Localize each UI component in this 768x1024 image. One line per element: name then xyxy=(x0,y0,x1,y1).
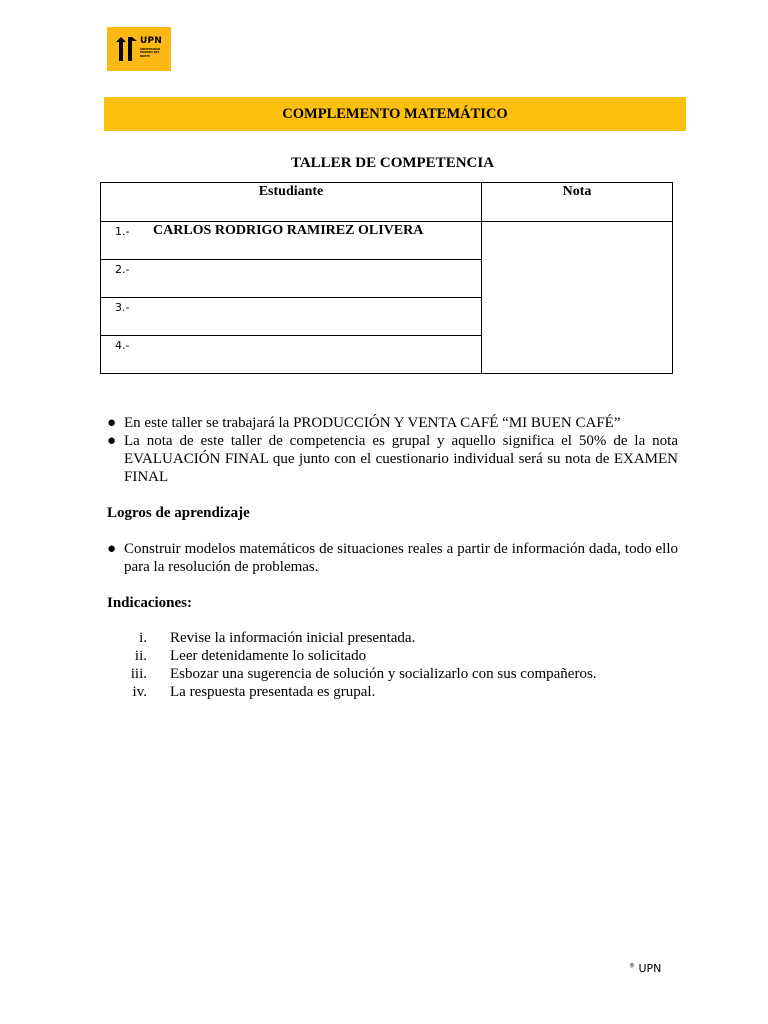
intro-bullet-text: En este taller se trabajará la PRODUCCIÓN Y VENTA CAFÉ “MI BUEN CAFÉ” xyxy=(124,415,621,431)
list-item xyxy=(107,665,678,683)
learning-outcome-text: Construir modelos matemáticos de situaciones reales a partir de información dada, todo ello para la resolución de problemas. xyxy=(124,541,678,575)
instructions-list xyxy=(107,629,678,701)
instructions-heading: Indicaciones: xyxy=(107,595,193,611)
table-row xyxy=(101,222,673,260)
list-item xyxy=(107,629,678,647)
instruction-text: Leer detenidamente lo solicitado xyxy=(170,648,367,664)
roman-numeral: i. xyxy=(139,630,147,646)
students-table xyxy=(100,182,673,374)
logo-brand-text: UPN xyxy=(140,36,163,46)
upn-logo xyxy=(107,27,171,71)
row-number: 1.- xyxy=(115,225,130,238)
instruction-text: Revise la información inicial presentada. xyxy=(170,630,416,646)
footer-copyright xyxy=(629,962,661,975)
student-cell xyxy=(101,260,482,298)
learning-outcomes-list xyxy=(107,540,678,576)
document-body xyxy=(107,414,678,701)
student-cell xyxy=(101,222,482,260)
list-item xyxy=(107,647,678,665)
bullet-icon: ● xyxy=(107,415,117,431)
row-number: 2.- xyxy=(115,263,130,276)
list-item xyxy=(107,683,678,701)
instruction-text: La respuesta presentada es grupal. xyxy=(170,684,376,700)
list-item xyxy=(107,432,678,486)
roman-numeral: iv. xyxy=(132,684,147,700)
instruction-text: Esbozar una sugerencia de solución y socializarlo con sus compañeros. xyxy=(170,666,597,682)
header-grade: Nota xyxy=(482,183,673,222)
registered-icon: ® xyxy=(629,962,635,970)
student-name: CARLOS RODRIGO RAMIREZ OLIVERA xyxy=(153,223,424,238)
table-header-row xyxy=(101,183,673,222)
roman-numeral: iii. xyxy=(130,666,147,682)
workshop-title: TALLER DE COMPETENCIA xyxy=(290,155,495,171)
bullet-icon: ● xyxy=(107,541,117,557)
learning-outcomes-heading: Logros de aprendizaje xyxy=(107,505,250,521)
roman-numeral: ii. xyxy=(134,648,147,664)
footer-text: UPN xyxy=(638,962,662,975)
list-item xyxy=(107,540,678,576)
grade-cell xyxy=(482,222,673,374)
course-title-banner xyxy=(104,97,686,131)
list-item xyxy=(107,414,678,432)
row-number: 4.- xyxy=(115,339,130,352)
logo-subtitle-text: UNIVERSIDAD PRIVADA DEL NORTE xyxy=(140,48,161,58)
bullet-icon: ● xyxy=(107,433,117,449)
student-cell xyxy=(101,336,482,374)
header-student: Estudiante xyxy=(101,183,482,222)
row-number: 3.- xyxy=(115,301,130,314)
intro-bullet-text: La nota de este taller de competencia es grupal y aquello significa el 50% de la nota EVALUACIÓN FINAL que junto con el cuestionario individual será su nota de EXAMEN FINAL xyxy=(124,433,678,485)
course-title: COMPLEMENTO MATEMÁTICO xyxy=(282,105,508,122)
student-cell xyxy=(101,298,482,336)
intro-bullet-list xyxy=(107,414,678,486)
